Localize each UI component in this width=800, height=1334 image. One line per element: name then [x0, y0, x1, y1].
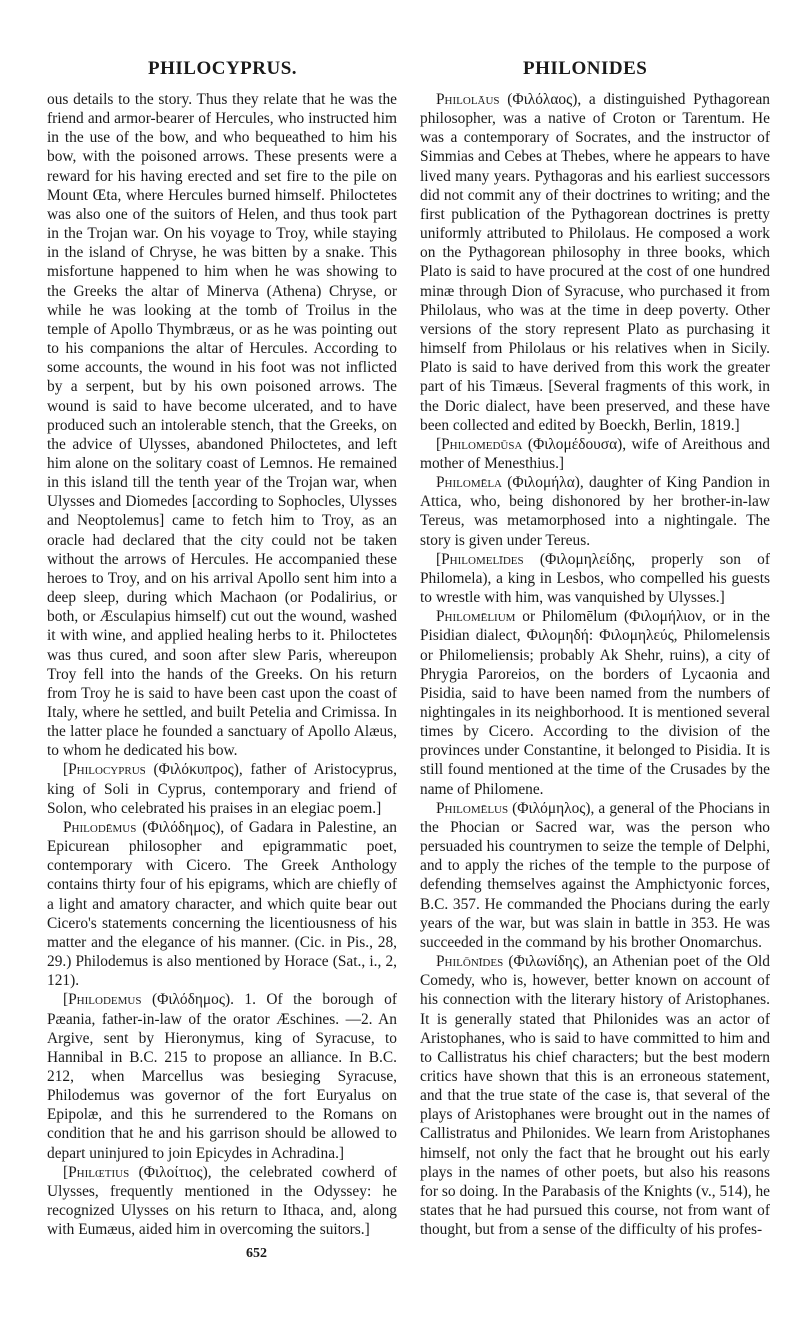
entry-philomedusa: [Philomedūsa (Φιλομέδουσα), wife of Areithous and mother of Menesthius.] [420, 435, 770, 472]
headword: [Philodemus [63, 991, 142, 1009]
entry-philoetius: [Philœtius (Φιλοίτιος), the celebrated cowherd of Ulysses, frequently mentioned in the Odyssey: he recognized Ulysses on his return to Ithaca, and, along with Eumæus, aided him in overcoming the suitors.] [47, 1163, 397, 1239]
running-header [40, 52, 770, 82]
headword: Philōnīdes [436, 953, 504, 971]
headword: [Philœtius [63, 1163, 130, 1181]
headword: Philomēlium [436, 608, 516, 626]
headword: [Philocyprus [63, 761, 146, 779]
right-column [420, 90, 770, 1239]
running-head-left: PHILOCYPRUS. [148, 58, 298, 79]
entry-philodemus: [Philodemus (Φιλόδημος). 1. Of the borough of Pæania, father-in-law of the orator Æschines. —2. An Argive, sent by Hieronymus, king of Syracuse, to Hannibal in B.C. 215 to propose an alliance. In B.C. 212, when Marcellus was besieging Syracuse, Philodemus was governor of the fort Euryalus on Epipolæ, and this he surrendered to the Romans on condition that he and his garrison should be allowed to depart uninjured to join Epicydes in Achradina.] [47, 991, 397, 1162]
entry-philomelus: Philomēlus (Φιλόμηλος), a general of the Phocians in the Phocian or Sacred war, was the person who persuaded his countrymen to seize the temple of Delphi, and to apply the riches of the temple to the purpose of defending themselves against the Amphictyonic forces, B.C. 357. He commanded the Phocians during the early years of the war, but was slain in battle in 353. He was succeeded in the command by his brother Onomarchus. [420, 799, 770, 951]
entry-philonides: Philōnīdes (Φιλωνίδης), an Athenian poet of the Old Comedy, who is, however, better known on account of his connection with the literary history of Aristophanes. It is generally stated that Philonides was an actor of Aristophanes, who is said to have committed to him and to Callistratus his chief characters; but the best modern critics have shown that this is an erroneous statement, and that the true state of the case is, that several of the plays of Aristophanes were brought out in the names of Callistratus and Philonides. We learn from Aristophanes himself, not only the fact that he brought out his early plays in the names of other poets, but also his reasons for so doing. In the Parabasis of the Knights (v., 514), he states that he had pursued this course, not from want of thought, but from a sense of the difficulty of his profes- [420, 953, 770, 1239]
entry-philolaus: Philolāus (Φιλόλαος), a distinguished Pythagorean philosopher, was a native of Croton or Tarentum. He was a contemporary of Socrates, and the instructor of Simmias and Cebes at Thebes, where he appears to have lived many years. Pythagoras and his earliest successors did not commit any of their doctrines to writing; and the first publication of the Pythagorean doctrines is pretty uniformly attributed to Philolaus. He composed a work on the Pythagorean philosophy in three books, which Plato is said to have procured at the cost of one hundred minæ through Dion of Syracuse, who purchased it from Philolaus, who was at the time in deep poverty. Other versions of the story represent Plato as purchasing it himself from Philolaus or his relatives when in Sicily. Plato is said to have derived from this work the greater part of his Timæus. [Several fragments of this work, in the Doric dialect, have been preserved, and these have been collected and edited by Boeckh, Berlin, 1819.] [420, 91, 770, 434]
page-number: 652 [246, 1246, 267, 1261]
headword: Philomēla [436, 474, 502, 492]
headword: [Philomelīdes [436, 550, 524, 568]
headword: [Philomedūsa [436, 435, 523, 453]
running-head-right: PHILONIDES [523, 58, 648, 79]
headword: Philodēmus [63, 818, 137, 836]
entry-philomela: Philomēla (Φιλομήλα), daughter of King Pandion in Attica, who, being dishonored by her brother-in-law Tereus, was metamorphosed into a nightingale. The story is given under Tereus. [420, 474, 770, 549]
entry-philodemus-gadara: Philodēmus (Φιλόδημος), of Gadara in Palestine, an Epicurean philosopher and epigrammatic poet, contemporary with Cicero. The Greek Anthology contains thirty four of his epigrams, which are chiefly of a light and amatory character, and which quite bear out Cicero's statements concerning the licentiousness of his matter and the elegance of his manner. (Cic. in Pis., 28, 29.) Philodemus is also mentioned by Horace (Sat., i., 2, 121). [47, 818, 397, 990]
entry-philoctetes-continued: ous details to the story. Thus they relate that he was the friend and armor-bearer of Hercules, who instructed him in the use of the bow, and who bequeathed to him his bow, with the poisoned arrows. These presents were a reward for his having erected and set fire to the pile on Mount Œta, where Hercules burned himself. Philoctetes was also one of the suitors of Helen, and thus took part in the Trojan war. On his voyage to Troy, while staying in the island of Chryse, he was bitten by a snake. This misfortune happened to him when he was showing to the Greeks the altar of Minerva (Athena) Chryse, or while he was looking at the tomb of Troilus in the temple of Apollo Thymbræus, or as he was pointing out to his companions the altar of Hercules. According to some accounts, the wound in his foot was not inflicted by a serpent, but by his own poisoned arrows. The wound is said to have become ulcerated, and to have produced such an intolerable stench, that the Greeks, on the advice of Ulysses, abandoned Philoctetes, and left him alone on the solitary coast of Lemnos. He remained in this island till the tenth year of the Trojan war, when Ulysses and Diomedes [according to Sophocles, Ulysses and Neoptolemus] came to fetch him to Troy, as an oracle had declared that the city could not be taken without the arrows of Hercules. He accompanied these heroes to Troy, and on his arrival Apollo sent him into a deep sleep, during which Machaon (or Podalirius, or both, or Æsculapius himself) cut out the wound, washed it with wine, and applied healing herbs to it. Philoctetes was thus cured, and soon after slew Paris, whereupon Troy fell into the hands of the Greeks. On his return from Troy he is said to have been cast upon the coast of Italy, where he settled, and built Petelia and Crimissa. In the latter place he founded a sanctuary of Apollo Alæus, to whom he dedicated his bow. [47, 91, 397, 760]
entry-philomelides: [Philomelīdes (Φιλομηλείδης, properly son of Philomela), a king in Lesbos, who compelled his guests to wrestle with him, was vanquished by Ulysses.] [420, 550, 770, 607]
headword: Philomēlus [436, 799, 509, 817]
entry-philomelium: Philomēlium or Philomēlum (Φιλομήλιον, or in the Pisidian dialect, Φιλομηδή: Φιλομηλεύς, Philomelensis or Philomeliensis; probably Ak Shehr, ruins), a city of Phrygia Paroreios, on the borders of Lycaonia and Pisidia, said to have been named from the numbers of nightingales in its neighborhood. It is mentioned several times by Cicero. According to the division of the provinces under Constantine, it belonged to Pisidia. It is still found mentioned at the time of the Crusades by the name of Philomene. [420, 608, 770, 798]
left-column [47, 90, 397, 1239]
headword: Philolāus [436, 91, 500, 108]
entry-philocyprus: [Philocyprus (Φιλόκυπρος), father of Aristocyprus, king of Soli in Cyprus, contemporary and friend of Solon, who celebrated his praises in an elegiac poem.] [47, 761, 397, 817]
